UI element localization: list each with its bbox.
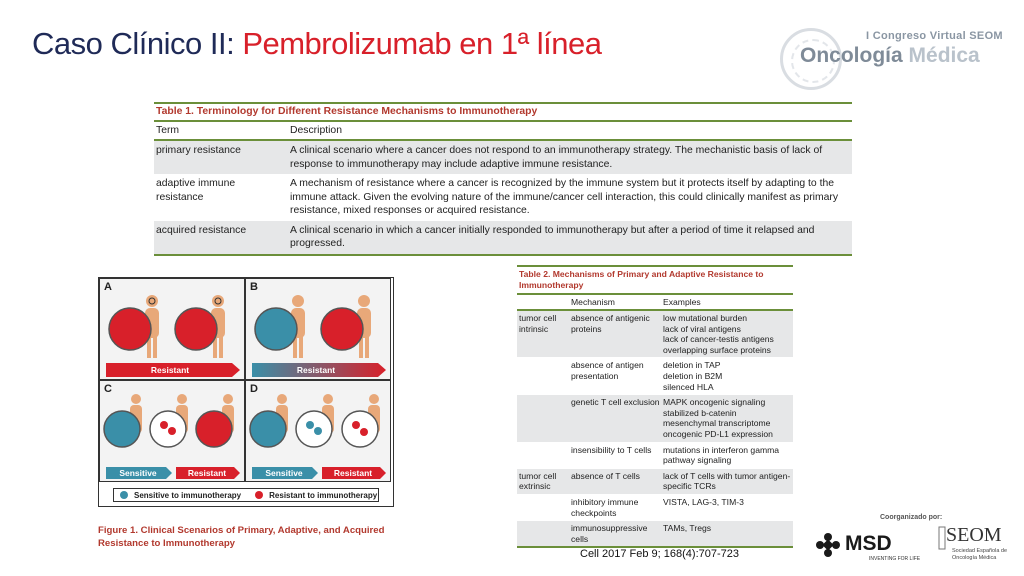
table-row: [154, 141, 852, 174]
table2-group: [519, 523, 571, 544]
seom-wordmark: SEOM: [946, 524, 1002, 546]
tumor-cells-icon: [342, 411, 378, 447]
table-row: [154, 174, 852, 221]
table2-examples: MAPK oncogenic signaling stabilized b-catenin mesenchymal transcriptome oncogenic PD-L1 expression: [663, 397, 773, 439]
table2-mechanism: inhibitory immune checkpoints: [571, 496, 639, 518]
tumor-cells-icon: [296, 411, 332, 447]
table1-term: adaptive immune resistance: [156, 178, 236, 203]
figure-panel-a: [99, 278, 245, 380]
panel-b-arrow-label: Resistant: [296, 365, 336, 375]
title-prefix: Caso Clínico II:: [32, 26, 243, 61]
table1-term: acquired resistance: [156, 224, 247, 236]
figure-panel-b: [245, 278, 391, 380]
coorganized-label: Coorganizado por:: [880, 514, 943, 521]
congress-name: I Congreso Virtual SEOM: [866, 30, 1003, 42]
table2-mechanism: immunosuppressive cells: [571, 523, 648, 544]
table2-examples: VISTA, LAG-3, TIM-3: [663, 496, 744, 507]
seom-logo: [938, 524, 1018, 570]
citation: Cell 2017 Feb 9; 168(4):707-723: [580, 548, 739, 560]
table2-group: tumor cell extrinsic: [519, 470, 557, 492]
table2-header-examples: Examples: [663, 297, 701, 307]
figure1-caption: Figure 1. Clinical Scenarios of Primary, Adaptive, and Acquired Resistance to Immunotherapy: [98, 525, 385, 549]
table2-mechanism: absence of antigen presentation: [571, 360, 644, 381]
msd-tagline: INVENTING FOR LIFE: [869, 556, 921, 562]
table2-examples: low mutational burden lack of viral antigens lack of cancer-testis antigens overlapping surface proteins: [663, 313, 774, 355]
panel-c-arrow-sensitive: Sensitive: [119, 468, 157, 478]
table-row: [517, 495, 793, 521]
terminology-table: [154, 102, 852, 256]
table2-mechanism: absence of antigenic proteins: [571, 313, 650, 334]
panel-d-arrow-sensitive: Sensitive: [265, 468, 303, 478]
tumor-cells-icon: [175, 308, 217, 350]
figure-panel-c: [99, 380, 245, 482]
tumor-cells-icon: [196, 411, 232, 447]
table1-description: A clinical scenario in which a cancer initially responded to immunotherapy but after a period of time it relapsed and progressed.: [290, 224, 815, 249]
seom-subtitle: Sociedad Española de Oncología Médica: [952, 548, 1008, 561]
panel-letter: D: [250, 383, 258, 395]
table2-header-mechanism: Mechanism: [571, 297, 615, 307]
figure-panel-d: [245, 380, 391, 482]
msd-wordmark: MSD: [845, 532, 892, 555]
table-row: [517, 395, 793, 442]
table2-examples: deletion in TAP deletion in B2M silenced HLA: [663, 360, 723, 392]
table1-description: A mechanism of resistance where a cancer is recognized by the immune system but it protects itself by adapting to the immune attack. Given the evolving nature of the immune/cancer cell interaction, this could clinically manifest as primary resistance, mixed responses or acquired resistance.: [290, 178, 839, 216]
table-row: [517, 443, 793, 469]
table-row: [517, 358, 793, 395]
table2-group: [519, 360, 571, 392]
table-row: [154, 221, 852, 256]
table1-header-description: Description: [290, 125, 342, 136]
msd-logo: [815, 530, 921, 566]
table1-description: A clinical scenario where a cancer does not respond to an immunotherapy strategy. The mechanistic basis of lack of response to immunotherapy may include adaptive immune resistance.: [290, 145, 823, 170]
resistant-dot-icon: [255, 491, 263, 499]
mechanisms-table: [517, 265, 793, 548]
slide-title: [32, 26, 601, 62]
congress-wordmark: Oncología Médica: [800, 44, 980, 67]
resistance-figure: [98, 277, 394, 507]
table2-caption: Table 2. Mechanisms of Primary and Adaptive Resistance to Immunotherapy: [517, 265, 793, 293]
tumor-cells-icon: [109, 308, 151, 350]
title-highlight: Pembrolizumab en 1ª línea: [242, 26, 602, 61]
table1-term: primary resistance: [156, 145, 241, 156]
table2-mechanism: absence of T cells: [571, 470, 640, 481]
tumor-cells-icon: [250, 411, 286, 447]
table2-group: tumor cell intrinsic: [519, 313, 557, 334]
table2-group: [519, 497, 571, 518]
legend-resistant: Resistant to immunotherapy: [269, 490, 378, 500]
table2-group: [519, 397, 571, 439]
panel-c-arrow-resistant: Resistant: [187, 468, 227, 478]
sensitive-dot-icon: [120, 491, 128, 499]
table2-examples: TAMs, Tregs: [663, 523, 712, 534]
legend-sensitive: Sensitive to immunotherapy: [134, 490, 242, 500]
table-row: [517, 521, 793, 548]
table2-examples: lack of T cells with tumor antigen-specific TCRs: [663, 470, 791, 492]
panel-a-arrow-label: Resistant: [150, 365, 190, 375]
tumor-cells-icon: [150, 411, 186, 447]
table-row: [517, 311, 793, 358]
tumor-cells-icon: [104, 411, 140, 447]
panel-letter: C: [104, 383, 112, 395]
tumor-cells-icon: [321, 308, 363, 350]
table2-mechanism: genetic T cell exclusion: [571, 397, 660, 408]
table1-caption: Table 1. Terminology for Different Resistance Mechanisms to Immunotherapy: [154, 102, 852, 122]
figure-legend: [113, 488, 379, 502]
table2-examples: mutations in interferon gamma pathway signaling: [663, 444, 780, 466]
table2-header-group: [519, 297, 571, 307]
table2-mechanism: insensibility to T cells: [571, 444, 652, 455]
table2-header: [517, 293, 793, 311]
table2-group: [519, 445, 571, 466]
panel-letter: A: [104, 281, 112, 293]
msd-mark-icon: [815, 532, 841, 558]
congress-logo: [780, 22, 1010, 88]
tumor-cells-icon: [255, 308, 297, 350]
panel-d-arrow-resistant: Resistant: [333, 468, 373, 478]
table1-header-term: Term: [156, 125, 180, 136]
panel-letter: B: [250, 281, 258, 293]
table-row: [517, 469, 793, 495]
table1-header: [154, 122, 852, 141]
